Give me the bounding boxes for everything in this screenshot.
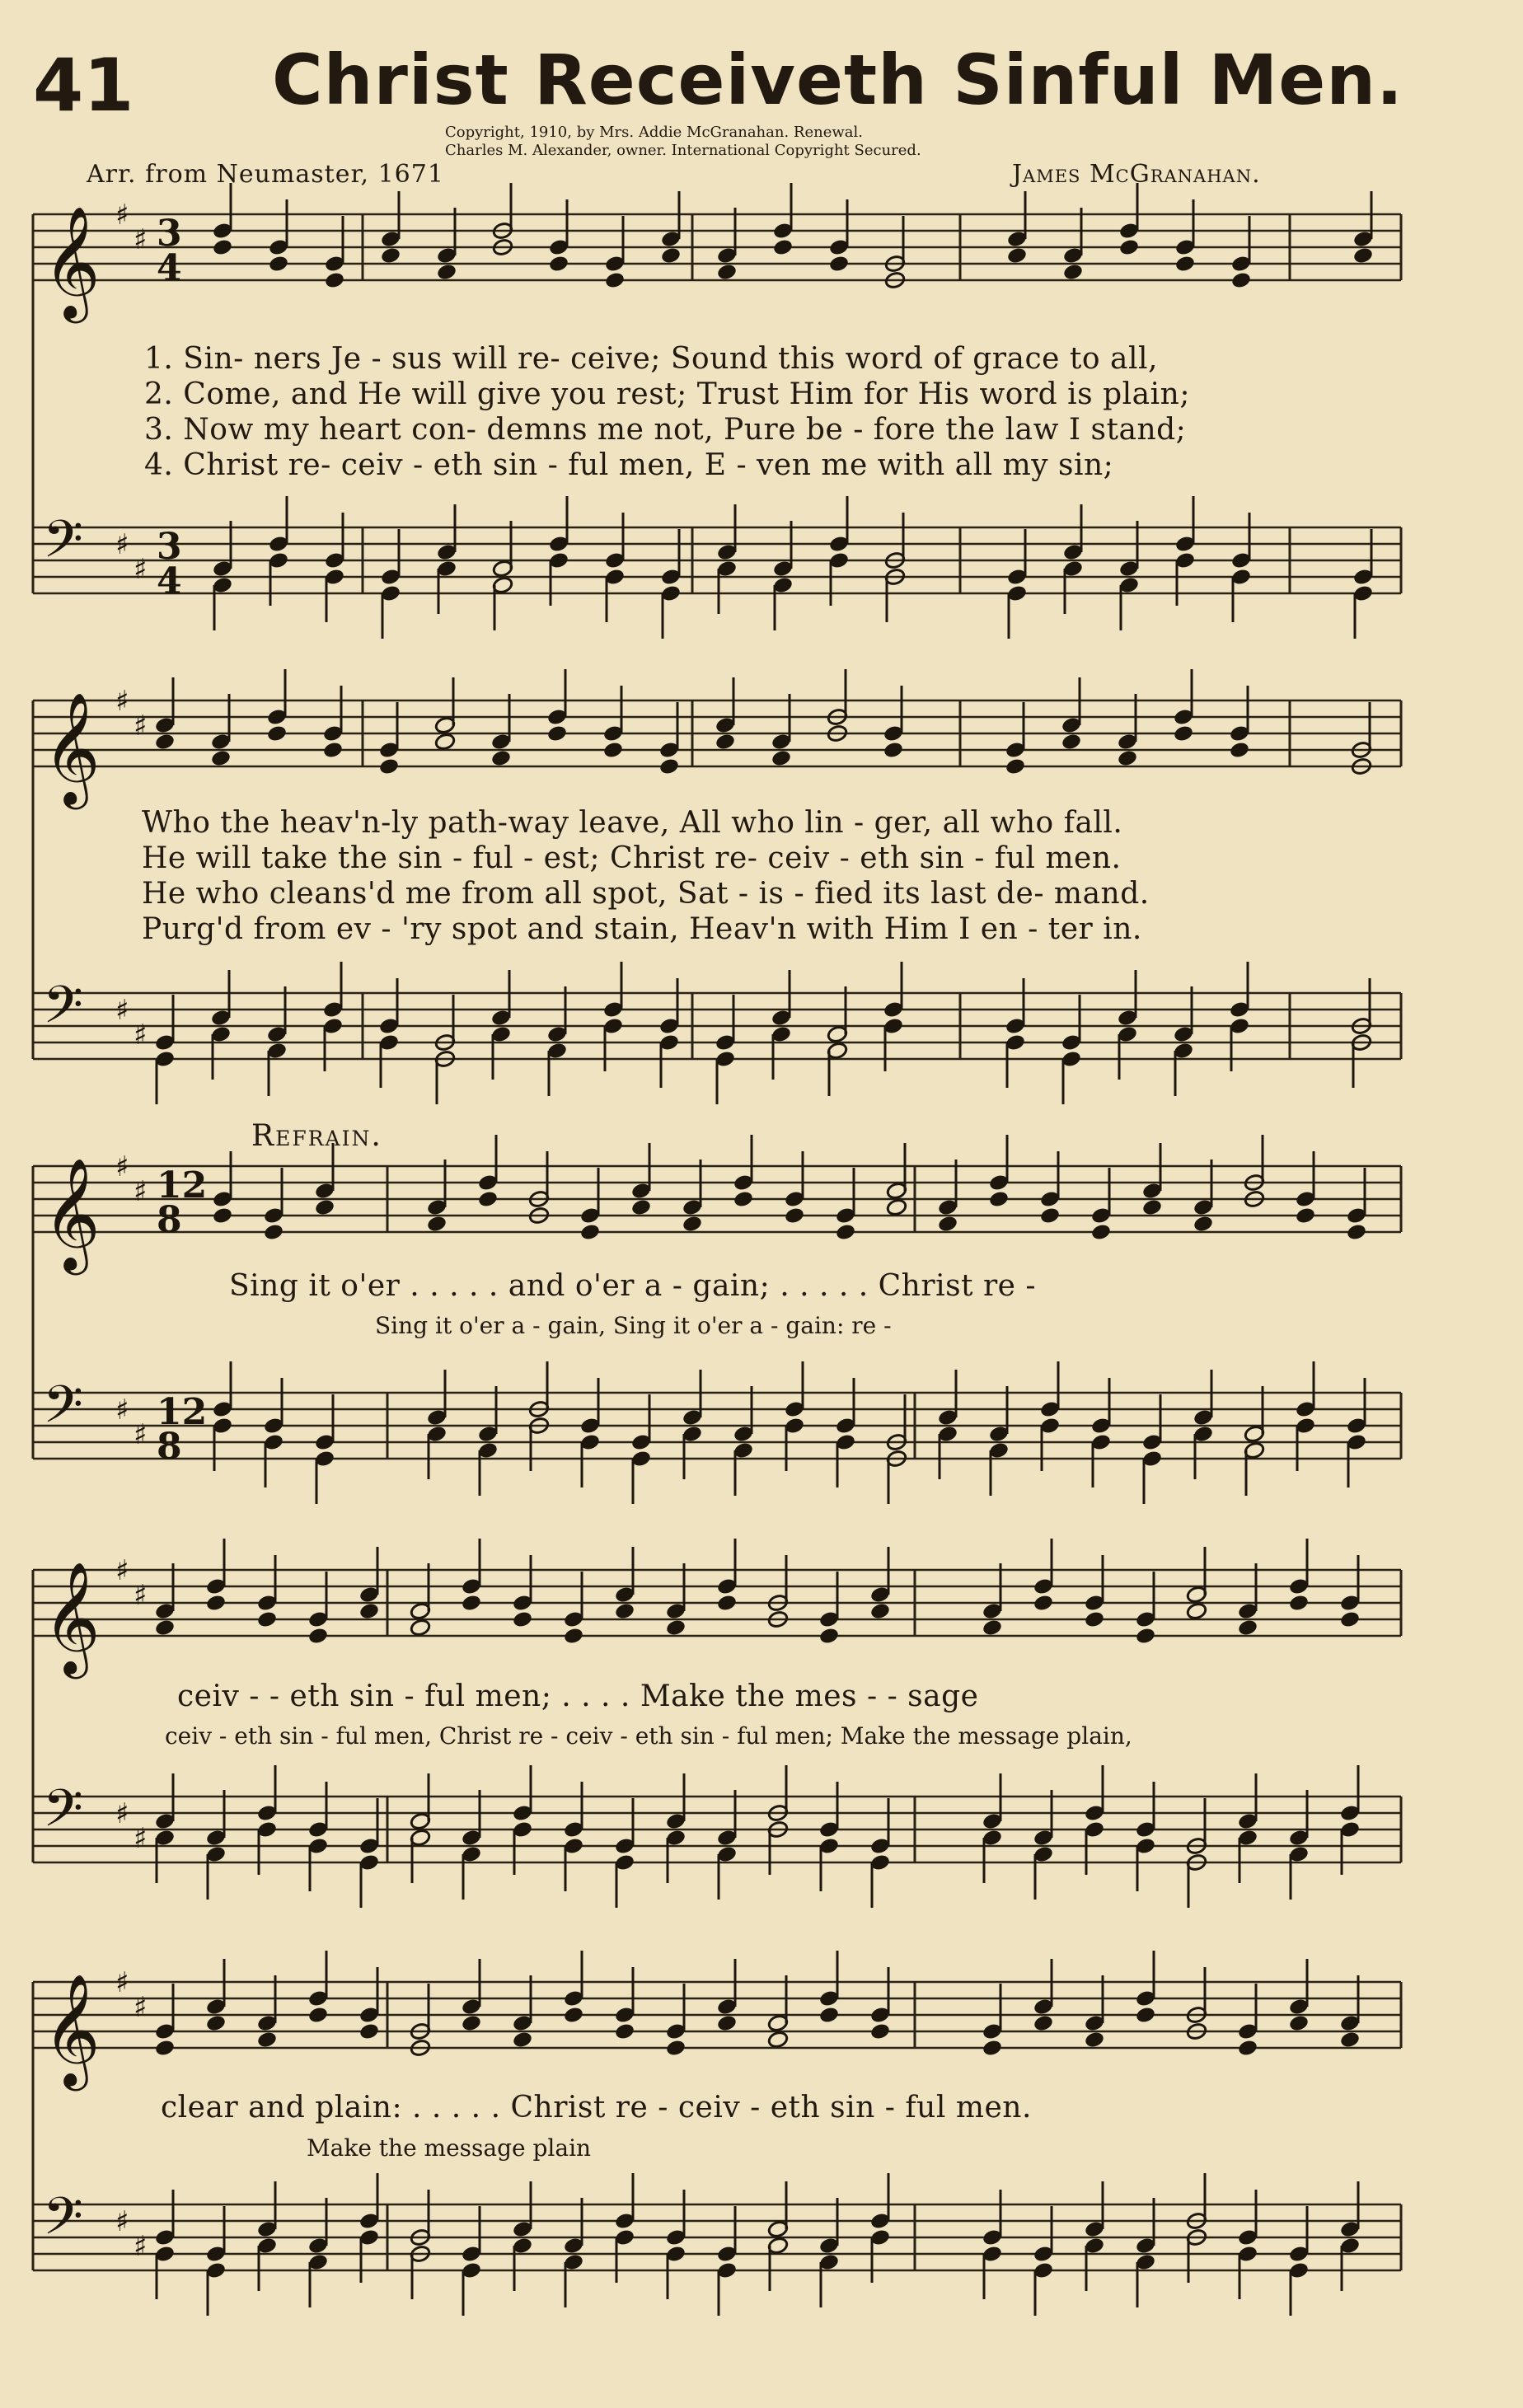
key-signature-sharp: ♯ (115, 1966, 129, 1999)
note-head (212, 1206, 233, 1225)
time-signature-bottom: 4 (157, 247, 182, 289)
key-signature-sharp: ♯ (134, 710, 148, 743)
key-signature-sharp: ♯ (115, 1797, 129, 1830)
note-head (1173, 724, 1194, 743)
refrain-label: Refrain. (251, 1119, 382, 1153)
note-head (512, 2031, 533, 2050)
note-head (1339, 2031, 1361, 2050)
key-signature-sharp: ♯ (115, 994, 129, 1027)
note-head (614, 1602, 635, 1621)
key-signature-sharp: ♯ (115, 528, 129, 561)
note-head (1118, 238, 1140, 257)
note-head (1005, 757, 1026, 776)
key-signature-sharp: ♯ (115, 199, 129, 232)
note-head (307, 2006, 329, 2025)
note-head (1141, 1198, 1163, 1217)
note-head (256, 1610, 278, 1629)
note-head (548, 255, 569, 274)
treble-clef: 𝄞 (43, 691, 101, 804)
note-head (512, 1610, 533, 1629)
note-head (1295, 1206, 1316, 1225)
note-head (715, 733, 736, 752)
note-head (436, 263, 457, 282)
verse-4-line-1: 4. Christ re- ceiv - eth sin - ful men, E - ven me with all my sin; (144, 448, 1114, 482)
note-head (1006, 246, 1028, 265)
key-signature-sharp: ♯ (134, 1822, 148, 1855)
note-head (1039, 1206, 1061, 1225)
key-signature-sharp: ♯ (134, 223, 148, 256)
hymn-number: 41 (33, 43, 134, 128)
note-head (658, 757, 680, 776)
time-signature-top: 3 (157, 526, 182, 568)
note-head (154, 2039, 176, 2058)
treble-clef: 𝄞 (43, 204, 101, 318)
note-head (886, 1198, 907, 1217)
refrain-line-2-main: ceiv - - eth sin - ful men; . . . . Make the mes - - sage (177, 1680, 979, 1713)
note-head (614, 2022, 635, 2041)
note-head (1237, 2039, 1258, 2058)
hymn-title: Christ Receiveth Sinful Men. (272, 40, 1404, 120)
note-head (682, 1215, 703, 1234)
note-head (546, 724, 568, 743)
note-head (477, 1190, 499, 1209)
note-head (212, 238, 233, 257)
note-head (1090, 1223, 1112, 1242)
key-signature-sharp: ♯ (134, 1019, 148, 1052)
note-head (784, 1206, 805, 1225)
note-head (982, 2039, 1003, 2058)
note-head (154, 733, 176, 752)
note-head (1229, 741, 1250, 760)
note-head (579, 1223, 601, 1242)
note-head (869, 2022, 891, 2041)
note-head (1061, 733, 1082, 752)
note-head (630, 1198, 652, 1217)
note-head (210, 749, 232, 768)
note-head (988, 1190, 1010, 1209)
note-head (665, 1619, 687, 1637)
note-head (205, 2014, 227, 2033)
note-head (324, 271, 345, 290)
verse-1-line-2: Who the heav'n-ly path-way leave, All who lin - ger, all who fall. (142, 806, 1123, 840)
note-head (665, 2039, 687, 2058)
note-head (1084, 1610, 1105, 1629)
note-head (1339, 1610, 1361, 1629)
note-head (154, 1619, 176, 1637)
note-head (835, 1223, 856, 1242)
note-head (771, 749, 792, 768)
note-head (1237, 1619, 1258, 1637)
refrain-line-1-sub: Sing it o'er a - gain, Sing it o'er a - gain: re - (375, 1312, 892, 1339)
key-signature-sharp: ♯ (115, 1150, 129, 1183)
note-head (716, 1594, 738, 1613)
note-head (1193, 1215, 1214, 1234)
bass-clef: 𝄢 (43, 1374, 83, 1447)
note-head (1174, 255, 1196, 274)
note-head (602, 741, 624, 760)
composer-credit: James McGranahan. (1012, 160, 1261, 189)
note-head (937, 1215, 958, 1234)
note-head (818, 2006, 840, 2025)
note-head (869, 1602, 891, 1621)
verse-2-line-2: He will take the sin - ful - est; Christ re- ceiv - eth sin - ful men. (142, 841, 1122, 875)
note-head (1084, 2031, 1105, 2050)
note-head (314, 1198, 335, 1217)
arranger-credit: Arr. from Neumaster, 1671 (87, 160, 444, 189)
key-signature-sharp: ♯ (115, 2205, 129, 2238)
treble-clef: 𝄞 (43, 1156, 101, 1270)
note-head (426, 1215, 448, 1234)
verse-3-line-2: He who cleans'd me from all spot, Sat - is - fied its last de- mand. (142, 877, 1150, 911)
note-head (358, 2022, 380, 2041)
note-head (982, 1619, 1003, 1637)
note-head (1346, 1223, 1367, 1242)
note-head (263, 1223, 284, 1242)
note-head (716, 2014, 738, 2033)
time-signature-bottom: 8 (157, 1199, 182, 1241)
note-head (268, 255, 289, 274)
note-head (266, 724, 288, 743)
note-head (1288, 1594, 1310, 1613)
key-signature-sharp: ♯ (134, 553, 148, 586)
note-head (767, 2031, 789, 2050)
time-signature-top: 3 (157, 213, 182, 255)
verse-3-line-1: 3. Now my heart con- demns me not, Pure be - fore the law I stand; (144, 413, 1187, 447)
note-head (307, 1627, 329, 1646)
bass-clef: 𝄢 (43, 2185, 83, 2259)
note-head (322, 741, 344, 760)
key-signature-sharp: ♯ (134, 1579, 148, 1612)
note-head (1033, 2014, 1054, 2033)
key-signature-sharp: ♯ (115, 1554, 129, 1587)
key-signature-sharp: ♯ (134, 2230, 148, 2263)
key-signature-sharp: ♯ (134, 1418, 148, 1451)
note-head (1230, 271, 1252, 290)
note-head (818, 1627, 840, 1646)
note-head (1186, 1602, 1207, 1621)
note-head (358, 1602, 380, 1621)
note-head (256, 2031, 278, 2050)
note-head (772, 238, 794, 257)
copyright-line-1: Copyright, 1910, by Mrs. Addie McGranahan. Renewal. (445, 124, 863, 141)
note-head (1135, 2006, 1156, 2025)
bass-clef: 𝄢 (43, 1778, 83, 1851)
bass-clef: 𝄢 (43, 508, 83, 582)
copyright-line-2: Charles M. Alexander, owner. International Copyright Secured. (445, 142, 921, 159)
key-signature-sharp: ♯ (115, 685, 129, 718)
verse-1-line-1: 1. Sin- ners Je - sus will re- ceive; Sound this word of grace to all, (144, 342, 1158, 376)
note-head (563, 1627, 584, 1646)
note-head (828, 255, 850, 274)
treble-clef: 𝄞 (43, 1560, 101, 1674)
verse-4-line-2: Purg'd from ev - 'ry spot and stain, Heav'n with Him I en - ter in. (142, 912, 1142, 946)
note-head (1352, 246, 1374, 265)
note-head (1033, 1594, 1054, 1613)
note-head (1117, 749, 1138, 768)
refrain-line-3-main: clear and plain: . . . . . Christ re - ceiv - eth sin - ful men. (161, 2091, 1032, 2125)
time-signature-top: 12 (157, 1391, 208, 1433)
note-head (434, 733, 456, 752)
note-head (380, 246, 401, 265)
refrain-line-2-sub: ceiv - eth sin - ful men, Christ re - ceiv - eth sin - ful men; Make the message plain, (165, 1722, 1132, 1750)
note-head (461, 2014, 482, 2033)
note-head (1062, 263, 1084, 282)
note-head (205, 1594, 227, 1613)
note-head (1135, 1627, 1156, 1646)
note-head (410, 1619, 431, 1637)
note-head (461, 1594, 482, 1613)
refrain-line-1-main: Sing it o'er . . . . . and o'er a - gain; . . . . . Christ re - (229, 1269, 1037, 1303)
verse-2-line-1: 2. Come, and He will give you rest; Trust Him for His word is plain; (144, 377, 1190, 411)
note-head (733, 1190, 754, 1209)
refrain-line-3-sub: Make the message plain (307, 2134, 592, 2162)
bass-clef: 𝄢 (43, 974, 83, 1047)
key-signature-sharp: ♯ (134, 1175, 148, 1208)
note-head (490, 749, 512, 768)
note-head (378, 757, 400, 776)
note-head (604, 271, 626, 290)
key-signature-sharp: ♯ (115, 1394, 129, 1427)
treble-clef: 𝄞 (43, 1972, 101, 2086)
note-head (563, 2006, 584, 2025)
note-head (883, 741, 904, 760)
time-signature-bottom: 8 (157, 1426, 182, 1468)
note-head (660, 246, 682, 265)
note-head (1288, 2014, 1310, 2033)
key-signature-sharp: ♯ (134, 1991, 148, 2024)
time-signature-bottom: 4 (157, 560, 182, 602)
time-signature-top: 12 (157, 1164, 208, 1206)
note-head (716, 263, 738, 282)
